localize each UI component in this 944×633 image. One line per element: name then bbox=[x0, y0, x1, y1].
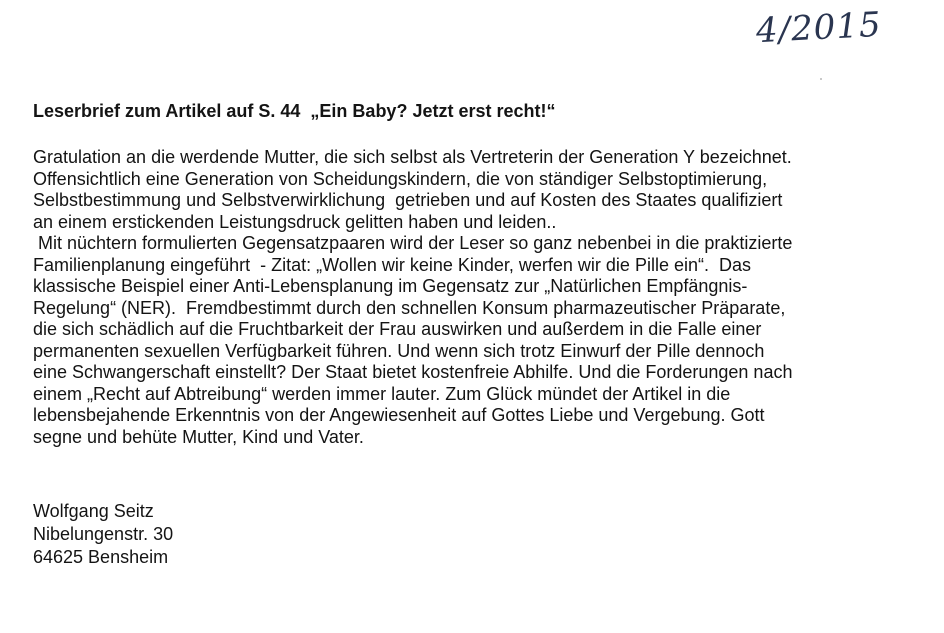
body-line: Offensichtlich eine Generation von Scheidungskindern, die von ständiger Selbstoptimierung, bbox=[33, 168, 768, 189]
body-line: segne und behüte Mutter, Kind und Vater. bbox=[33, 426, 364, 447]
signature-city: 64625 Bensheim bbox=[33, 547, 169, 567]
signature-street: Nibelungenstr. 30 bbox=[33, 524, 174, 544]
body-line: einem „Recht auf Abtreibung“ werden immer lauter. Zum Glück mündet der Artikel in die bbox=[33, 383, 731, 404]
signature-name: Wolfgang Seitz bbox=[33, 501, 154, 521]
body-line: an einem erstickenden Leistungsdruck gelitten haben und leiden.. bbox=[33, 211, 557, 232]
body-line: Gratulation an die werdende Mutter, die sich selbst als Vertreterin der Generation Y bezeichnet. bbox=[33, 147, 792, 167]
body-line: eine Schwangerschaft einstellt? Der Staat bietet kostenfreie Abhilfe. Und die Forderungen nach bbox=[33, 362, 793, 382]
body-line: Mit nüchtern formulierten Gegensatzpaaren wird der Leser so ganz nebenbei in die praktizierte bbox=[33, 233, 793, 253]
body-line: die sich schädlich auf die Fruchtbarkeit der Frau auswirken und außerdem in die Falle einer bbox=[33, 319, 762, 339]
body-line: permanenten sexuellen Verfügbarkeit führen. Und wenn sich trotz Einwurf der Pille dennoch bbox=[33, 340, 765, 361]
scan-speck bbox=[820, 78, 822, 80]
body-line: klassische Beispiel einer Anti-Lebensplanung im Gegensatz zur „Natürlichen Empfängnis- bbox=[33, 276, 748, 296]
letter-title: Leserbrief zum Artikel auf S. 44 „Ein Baby? Jetzt erst recht!“ bbox=[33, 101, 556, 121]
body-line: Regelung“ (NER). Fremdbestimmt durch den schnellen Konsum pharmazeutischer Präparate, bbox=[33, 297, 786, 318]
body-line: Selbstbestimmung und Selbstverwirklichung getrieben und auf Kosten des Staates qualifiziert bbox=[33, 190, 783, 210]
handwritten-date: 4/2015 bbox=[755, 4, 883, 52]
letter-body bbox=[33, 147, 933, 448]
body-line: lebensbejahende Erkenntnis von der Angewiesenheit auf Gottes Liebe und Vergebung. Gott bbox=[33, 405, 765, 425]
signature-block bbox=[33, 500, 173, 569]
body-line: Familienplanung eingeführt - Zitat: „Wollen wir keine Kinder, werfen wir die Pille ein“. Das bbox=[33, 254, 751, 275]
